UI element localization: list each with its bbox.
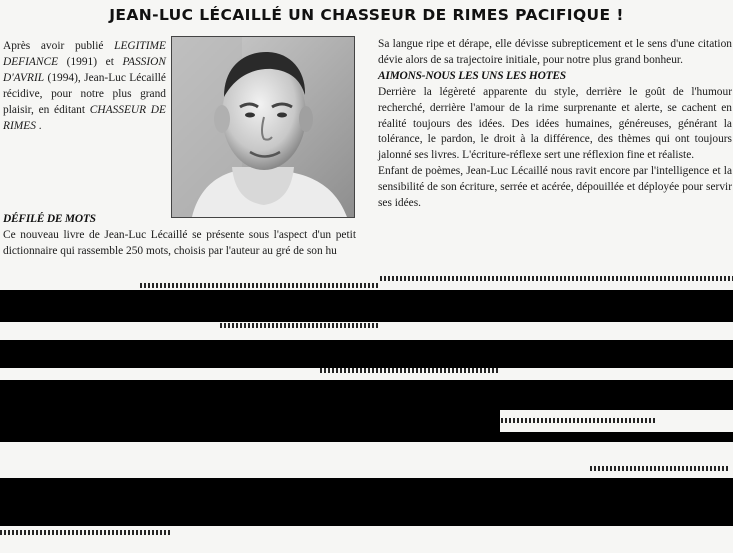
intro-text-4: . bbox=[35, 119, 42, 132]
scan-noise bbox=[485, 418, 655, 423]
right-paragraph-2: Derrière la légèreté apparente du style, derrière le goût de l'humour recherché, derrière l'amour de la rime surprenante et alerte, se cachent en réalité toujours des idées. Des idées humaines, généreuses, générant la tolérance, le pardon, le droit à la différence, des thèmes qui ont toujours jalonné ses livres. L'écriture-réflexe sert une réflexion fine et réaliste. bbox=[378, 85, 732, 162]
scan-noise bbox=[380, 276, 733, 281]
book-title-legitime-defiance: LEGITIME DEFIANCE bbox=[3, 40, 166, 68]
scan-noise bbox=[590, 466, 730, 471]
article-headline: JEAN-LUC LÉCAILLÉ UN CHASSEUR DE RIMES PACIFIQUE ! bbox=[109, 6, 624, 24]
scan-black-band bbox=[0, 410, 500, 432]
right-column bbox=[378, 37, 732, 212]
author-photo bbox=[171, 36, 355, 218]
section-body-defile-de-mots: Ce nouveau livre de Jean-Luc Lécaillé se présente sous l'aspect d'un petit dictionnaire qui rassemble 250 mots, choisis par l'auteur au gré de son hu bbox=[3, 228, 356, 257]
right-paragraph-1: Sa langue ripe et dérape, elle dévisse subrepticement et le sens d'une citation dévie alors de sa trajectoire initiale, pour notre plus grand bonheur. bbox=[378, 38, 732, 66]
section-heading-aimons-nous: AIMONS-NOUS LES UNS LES HOTES bbox=[378, 69, 566, 82]
section-defile-de-mots bbox=[3, 212, 356, 260]
scan-black-band bbox=[0, 432, 733, 442]
section-heading-defile-de-mots: DÉFILÉ DE MOTS bbox=[3, 213, 96, 225]
scan-black-band bbox=[0, 290, 733, 322]
book-title-chasseur-de-rimes: CHASSEUR DE RIMES bbox=[3, 103, 166, 132]
book-title-passion-davril: PASSION D'AVRIL bbox=[3, 55, 166, 84]
intro-text-3: (1994), Jean-Luc Lécaillé récidive, pour notre plus grand plaisir, en éditant bbox=[3, 71, 166, 116]
scan-noise bbox=[320, 368, 500, 373]
scan-noise bbox=[0, 530, 170, 535]
scan-noise bbox=[140, 283, 380, 288]
scan-noise bbox=[220, 323, 380, 328]
scan-black-band bbox=[0, 340, 733, 368]
intro-text-2: (1991) et bbox=[58, 55, 123, 68]
intro-paragraph bbox=[3, 39, 166, 134]
intro-text-1: Après avoir publié bbox=[3, 40, 115, 52]
scan-black-band bbox=[0, 380, 733, 410]
intro-column bbox=[3, 39, 166, 134]
scan-black-band bbox=[0, 478, 733, 526]
right-paragraph-3: Enfant de poèmes, Jean-Luc Lécaillé nous ravit encore par l'intelligence et la sensibilité de son écriture, serrée et acérée, dépouillée et déployée pour servir ses idées. bbox=[378, 165, 732, 210]
